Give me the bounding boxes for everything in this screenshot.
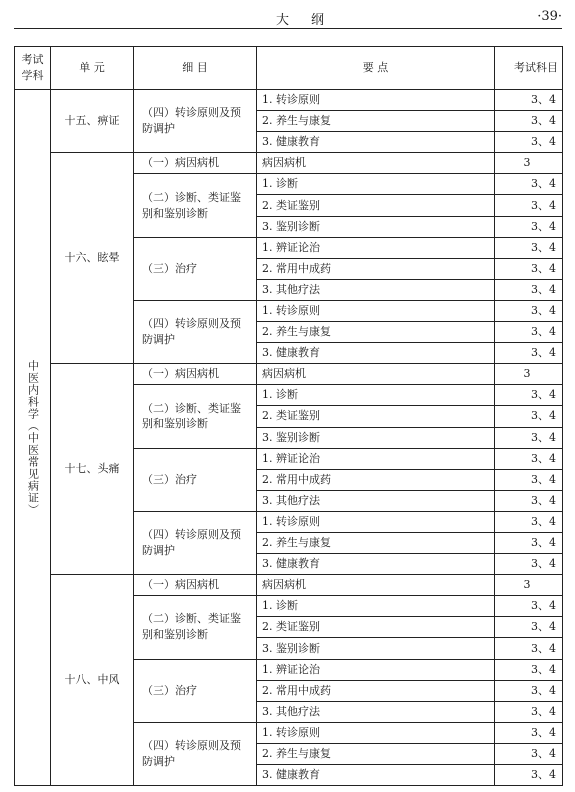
level-cell: 3 bbox=[495, 153, 563, 174]
level-cell: 3、4 bbox=[495, 659, 563, 680]
point-cell: 2. 常用中成药 bbox=[257, 258, 495, 279]
level-cell: 3、4 bbox=[495, 216, 563, 237]
unit-cell: 十五、痹证 bbox=[51, 90, 134, 153]
header-level: 考试科目 bbox=[495, 47, 563, 90]
level-cell: 3、4 bbox=[495, 132, 563, 153]
level-cell: 3、4 bbox=[495, 90, 563, 111]
level-cell: 3、4 bbox=[495, 743, 563, 764]
point-cell: 1. 诊断 bbox=[257, 174, 495, 195]
table-row bbox=[15, 575, 563, 596]
point-cell: 1. 转诊原则 bbox=[257, 722, 495, 743]
detail-cell: （四）转诊原则及预防调护 bbox=[134, 90, 257, 153]
detail-cell: （三）治疗 bbox=[134, 237, 257, 300]
page-header bbox=[14, 6, 562, 29]
point-cell: 3. 鉴别诊断 bbox=[257, 216, 495, 237]
point-cell: 1. 转诊原则 bbox=[257, 300, 495, 321]
point-cell: 1. 辨证论治 bbox=[257, 448, 495, 469]
point-cell: 2. 常用中成药 bbox=[257, 469, 495, 490]
level-cell: 3 bbox=[495, 575, 563, 596]
detail-cell: （四）转诊原则及预防调护 bbox=[134, 511, 257, 574]
point-cell: 2. 常用中成药 bbox=[257, 680, 495, 701]
point-cell: 3. 健康教育 bbox=[257, 132, 495, 153]
point-cell: 1. 转诊原则 bbox=[257, 511, 495, 532]
detail-cell: （二）诊断、类证鉴别和鉴别诊断 bbox=[134, 385, 257, 448]
level-cell: 3、4 bbox=[495, 448, 563, 469]
point-cell: 2. 养生与康复 bbox=[257, 111, 495, 132]
level-cell: 3、4 bbox=[495, 701, 563, 722]
header-subject: 考试学科 bbox=[15, 47, 51, 90]
level-cell: 3、4 bbox=[495, 406, 563, 427]
detail-cell: （一）病因病机 bbox=[134, 153, 257, 174]
level-cell: 3、4 bbox=[495, 300, 563, 321]
level-cell: 3、4 bbox=[495, 596, 563, 617]
level-cell: 3、4 bbox=[495, 490, 563, 511]
detail-cell: （二）诊断、类证鉴别和鉴别诊断 bbox=[134, 596, 257, 659]
point-cell: 2. 养生与康复 bbox=[257, 322, 495, 343]
header-detail: 细 目 bbox=[134, 47, 257, 90]
point-cell: 2. 类证鉴别 bbox=[257, 195, 495, 216]
point-cell: 3. 其他疗法 bbox=[257, 701, 495, 722]
point-cell: 3. 其他疗法 bbox=[257, 490, 495, 511]
table-body bbox=[15, 90, 563, 786]
table-header-row bbox=[15, 47, 563, 90]
point-cell: 3. 健康教育 bbox=[257, 765, 495, 786]
level-cell: 3、4 bbox=[495, 680, 563, 701]
point-cell: 3. 健康教育 bbox=[257, 343, 495, 364]
level-cell: 3、4 bbox=[495, 258, 563, 279]
level-cell: 3、4 bbox=[495, 722, 563, 743]
point-cell: 1. 诊断 bbox=[257, 385, 495, 406]
level-cell: 3、4 bbox=[495, 343, 563, 364]
syllabus-table bbox=[14, 46, 563, 786]
detail-cell: （三）治疗 bbox=[134, 448, 257, 511]
level-cell: 3、4 bbox=[495, 195, 563, 216]
detail-cell: （四）转诊原则及预防调护 bbox=[134, 300, 257, 363]
level-cell: 3、4 bbox=[495, 322, 563, 343]
level-cell: 3、4 bbox=[495, 427, 563, 448]
point-cell: 1. 辨证论治 bbox=[257, 659, 495, 680]
point-cell: 病因病机 bbox=[257, 364, 495, 385]
header-title: 大纲 bbox=[276, 13, 347, 28]
level-cell: 3、4 bbox=[495, 174, 563, 195]
table-row bbox=[15, 153, 563, 174]
point-cell: 3. 鉴别诊断 bbox=[257, 427, 495, 448]
subject-cell bbox=[15, 90, 51, 786]
detail-cell: （三）治疗 bbox=[134, 659, 257, 722]
unit-cell: 十六、眩晕 bbox=[51, 153, 134, 364]
point-cell: 2. 类证鉴别 bbox=[257, 406, 495, 427]
point-cell: 3. 其他疗法 bbox=[257, 279, 495, 300]
level-cell: 3、4 bbox=[495, 617, 563, 638]
point-cell: 2. 类证鉴别 bbox=[257, 617, 495, 638]
detail-cell: （一）病因病机 bbox=[134, 364, 257, 385]
point-cell: 1. 辨证论治 bbox=[257, 237, 495, 258]
detail-cell: （二）诊断、类证鉴别和鉴别诊断 bbox=[134, 174, 257, 237]
point-cell: 3. 健康教育 bbox=[257, 554, 495, 575]
point-cell: 病因病机 bbox=[257, 575, 495, 596]
level-cell: 3、4 bbox=[495, 279, 563, 300]
point-cell: 1. 转诊原则 bbox=[257, 90, 495, 111]
detail-cell: （一）病因病机 bbox=[134, 575, 257, 596]
header-unit: 单 元 bbox=[51, 47, 134, 90]
point-cell: 1. 诊断 bbox=[257, 596, 495, 617]
level-cell: 3、4 bbox=[495, 385, 563, 406]
header-points: 要 点 bbox=[257, 47, 495, 90]
level-cell: 3 bbox=[495, 364, 563, 385]
unit-cell: 十七、头痛 bbox=[51, 364, 134, 575]
subject-label: 中医内科学（中医常见病证） bbox=[26, 359, 40, 516]
detail-cell: （四）转诊原则及预防调护 bbox=[134, 722, 257, 785]
page-number: ·39· bbox=[537, 9, 562, 24]
level-cell: 3、4 bbox=[495, 469, 563, 490]
level-cell: 3、4 bbox=[495, 511, 563, 532]
level-cell: 3、4 bbox=[495, 111, 563, 132]
point-cell: 3. 鉴别诊断 bbox=[257, 638, 495, 659]
point-cell: 2. 养生与康复 bbox=[257, 532, 495, 553]
level-cell: 3、4 bbox=[495, 765, 563, 786]
level-cell: 3、4 bbox=[495, 532, 563, 553]
unit-cell: 十八、中风 bbox=[51, 575, 134, 786]
level-cell: 3、4 bbox=[495, 554, 563, 575]
level-cell: 3、4 bbox=[495, 638, 563, 659]
point-cell: 病因病机 bbox=[257, 153, 495, 174]
table-row bbox=[15, 90, 563, 111]
point-cell: 2. 养生与康复 bbox=[257, 743, 495, 764]
table-row bbox=[15, 364, 563, 385]
level-cell: 3、4 bbox=[495, 237, 563, 258]
